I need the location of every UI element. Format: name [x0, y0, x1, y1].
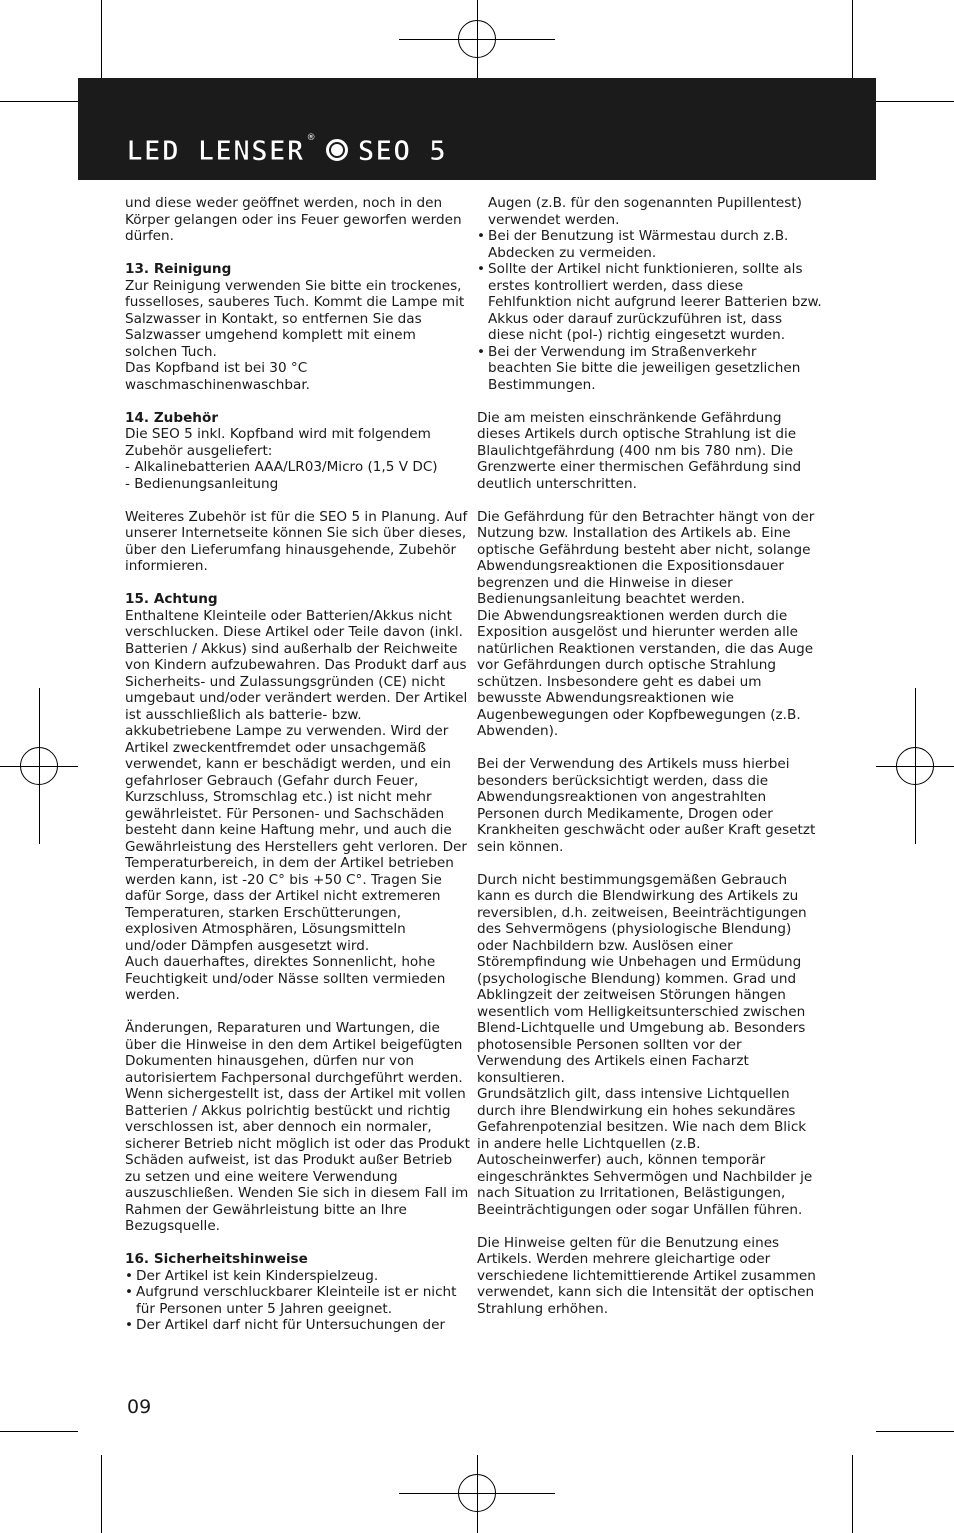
paragraph: Das Kopfband ist bei 30 °C waschmaschinenwaschbar. [125, 360, 310, 393]
bullet-continuation: Augen (z.B. für den sogenannten Pupillentest) verwendet werden. [488, 195, 802, 228]
section-heading: 15. Achtung [125, 591, 218, 607]
paragraph-spacer [125, 1235, 470, 1252]
paragraph: Auch dauerhaftes, direktes Sonnenlicht, hohe Feuchtigkeit und/oder Nässe sollten vermieden werden. [125, 954, 446, 1003]
bullet-text: Der Artikel ist kein Kinderspielzeug. [136, 1267, 379, 1284]
bullet-icon: • [125, 1284, 134, 1300]
paragraph: Durch nicht bestimmungsgemäßen Gebrauch kann es durch die Blendwirkung des Artikels zu reversiblen, d.h. zeitweisen, Beeinträchtigungen des Sehvermögens (physiologische Blendung) oder Nachbildern bzw. Auslösen einer Störempfindung wie Unbehagen und Ermüdung (psychologische Blendung) kommen. Grad und Abklingzeit der zeitweisen Störungen hängen wesentlich vom Helligkeitsunterschied zwischen Blend-Lichtquelle und Umgebung ab. Besonders photosensible Personen sollten vor der Verwendung des Artikels einen Facharzt konsultieren. [477, 871, 807, 1086]
right-column [477, 195, 822, 1317]
bullet-item [125, 1317, 470, 1334]
paragraph-spacer [125, 245, 470, 262]
left-column [125, 195, 470, 1334]
crop-mark [852, 0, 853, 80]
crop-mark [101, 1455, 102, 1533]
paragraph: und diese weder geöffnet werden, noch in den Körper gelangen oder ins Feuer geworfen werden dürfen. [125, 195, 462, 244]
paragraph: Änderungen, Reparaturen und Wartungen, die über die Hinweise in den dem Artikel beigefügten Dokumenten hinausgehen, dürfen nur von autorisiertem Fachpersonal durchgeführt werden. [125, 1020, 463, 1086]
paragraph: Weiteres Zubehör ist für die SEO 5 in Planung. Auf unserer Internetseite können Sie sich über dieses, über den Lieferumfang hinausgehende, Zubehör informieren. [125, 508, 468, 574]
paragraph-spacer [125, 492, 470, 509]
brand-logo [126, 132, 447, 168]
paragraph: Grundsätzlich gilt, dass intensive Lichtquellen durch ihre Blendwirkung ein hohes sekundäres Gefahrenpotenzial besitzen. Wie nach dem Blick in andere helle Lichtquellen (z.B. Autoscheinwerfer) auch, können temporär eingeschränktes Sehvermögen und Nachbilder je nach Situation zu Irritationen, Belästigungen, Beeinträchtigungen oder sogar Unfällen führen. [477, 1086, 813, 1218]
header-bar [78, 78, 876, 180]
paragraph: Zur Reinigung verwenden Sie bitte ein trockenes, fusselloses, sauberes Tuch. Kommt die Lampe mit Salzwasser in Kontakt, so entfernen Sie das Salzwasser umgehend komplett mit einem solchen Tuch. [125, 277, 465, 360]
paragraph-spacer [477, 855, 822, 872]
paragraph: Die Abwendungsreaktionen werden durch die Exposition ausgelöst und hierunter werden alle natürlichen Reaktionen verstanden, die das Auge vor Gefährdungen durch optische Strahlung schützen. Insbesondere geht es dabei um bewusste Abwendungsreaktionen wie Augenbewegungen oder Kopfbewegungen (z.B. Abwenden). [477, 607, 814, 739]
crop-mark [852, 1455, 853, 1533]
lens-icon [326, 139, 348, 161]
bullet-item [477, 228, 822, 261]
crop-mark [0, 101, 78, 102]
page-number: 09 [127, 1396, 152, 1418]
paragraph-spacer [477, 393, 822, 410]
crop-mark [0, 1431, 78, 1432]
paragraph-spacer [477, 740, 822, 757]
brand-name: LED LENSER [126, 133, 305, 167]
bullet-icon: • [477, 343, 486, 360]
paragraph: Die Hinweise gelten für die Benutzung eines Artikels. Werden mehrere gleichartige oder verschiedene lichtemittierende Artikel zusammen verwendet, kann sich die Intensität der optischen Strahlung erhöhen. [477, 1234, 816, 1317]
registered-mark: ® [306, 133, 316, 143]
paragraph: - Alkalinebatterien AAA/LR03/Micro (1,5 V DC) [125, 459, 438, 475]
bullet-item [477, 344, 822, 394]
registration-mark [39, 688, 40, 844]
bullet-icon: • [477, 261, 486, 277]
section-heading: 14. Zubehör [125, 409, 219, 426]
paragraph: Die SEO 5 inkl. Kopfband wird mit folgendem Zubehör ausgeliefert: [125, 426, 431, 459]
bullet-icon: • [125, 1317, 134, 1333]
bullet-text: Der Artikel darf nicht für Untersuchungen der [136, 1317, 446, 1333]
crop-mark [101, 0, 102, 80]
paragraph: Bei der Verwendung des Artikels muss hierbei besonders berücksichtigt werden, dass die Abwendungsreaktionen von angestrahlten Personen durch Medikamente, Drogen oder Krankheiten geschwächt oder außer Kraft gesetzt sein können. [477, 756, 816, 855]
registration-mark [477, 1455, 478, 1533]
bullet-item [125, 1268, 470, 1285]
paragraph-spacer [477, 492, 822, 509]
paragraph-spacer [125, 393, 470, 410]
bullet-text: Aufgrund verschluckbarer Kleinteile ist er nicht für Personen unter 5 Jahren geeignet. [136, 1284, 457, 1317]
bullet-icon: • [477, 228, 486, 244]
paragraph-spacer [477, 1218, 822, 1235]
section-heading: 16. Sicherheitshinweise [125, 1251, 308, 1267]
paragraph: - Bedienungsanleitung [125, 475, 279, 492]
section-heading: 13. Reinigung [125, 261, 232, 277]
bullet-item [125, 1284, 470, 1317]
model-name: SEO 5 [357, 133, 447, 167]
crop-mark [876, 101, 954, 102]
paragraph-spacer [125, 1004, 470, 1021]
crop-mark [876, 1431, 954, 1432]
paragraph: Die am meisten einschränkende Gefährdung dieses Artikels durch optische Strahlung ist die Blaulichtgefährdung (400 nm bis 780 nm). Die Grenzwerte einer thermischen Gefährdung sind deutlich unterschritten. [477, 409, 802, 492]
bullet-text: Bei der Verwendung im Straßenverkehr beachten Sie bitte die jeweiligen gesetzlichen Bestimmungen. [488, 343, 801, 393]
bullet-text: Bei der Benutzung ist Wärmestau durch z.B. Abdecken zu vermeiden. [488, 228, 789, 261]
bullet-text: Sollte der Artikel nicht funktionieren, sollte als erstes kontrolliert werden, dass diese Fehlfunktion nicht aufgrund leerer Batterien bzw. Akkus oder darauf zurückzuführen ist, dass diese nicht (pol-) richtig eingesetzt wurden. [488, 261, 822, 343]
paragraph: Wenn sichergestellt ist, dass der Artikel mit vollen Batterien / Akkus polrichtig bestückt und richtig verschlossen ist, aber dennoch ein normaler, sicherer Betrieb nicht möglich ist oder das Produkt Schäden aufweist, ist das Produkt außer Betrieb zu setzen und eine weitere Verwendung auszuschließen. Wenden Sie sich in diesem Fall im Rahmen der Gewährleistung bitte an Ihre Bezugsquelle. [125, 1086, 470, 1234]
paragraph-spacer [125, 575, 470, 592]
registration-mark [477, 0, 478, 78]
registration-mark [915, 688, 916, 844]
bullet-icon: • [125, 1267, 134, 1284]
paragraph: Enthaltene Kleinteile oder Batterien/Akkus nicht verschlucken. Diese Artikel oder Teile davon (inkl. Batterien / Akkus) sind außerhalb der Reichweite von Kindern aufzubewahren. Das Produkt darf aus Sicherheits- und Zulassungsgründen (CE) nicht umgebaut und/oder verändert werden. Der Artikel ist ausschließlich als batterie- bzw. akkubetriebene Lampe zu verwenden. Wird der Artikel zweckentfremdet oder unsachgemäß verwendet, kann er beschädigt werden, und ein gefahrloser Gebrauch (Gefahr durch Feuer, Kurzschluss, Stromschlag etc.) ist nicht mehr gewährleistet. Für Personen- und Sachschäden besteht dann keine Haftung mehr, und auch die Gewährleistung des Herstellers geht verloren. Der Temperaturbereich, in dem der Artikel betrieben werden kann, ist -20 C° bis +50 C°. Tragen Sie dafür Sorge, dass der Artikel nicht extremeren Temperaturen, starken Erschütterungen, explosiven Atmosphären, Lösungsmitteln und/oder Dämpfen ausgesetzt wird. [125, 607, 468, 954]
bullet-item [477, 261, 822, 344]
paragraph: Die Gefährdung für den Betrachter hängt von der Nutzung bzw. Installation des Artikels ab. Eine optische Gefährdung besteht aber nicht, solange Abwendungsreaktionen die Expositionsdauer begrenzen und die Hinweise in dieser Bedienungsanleitung beachtet werden. [477, 508, 815, 607]
